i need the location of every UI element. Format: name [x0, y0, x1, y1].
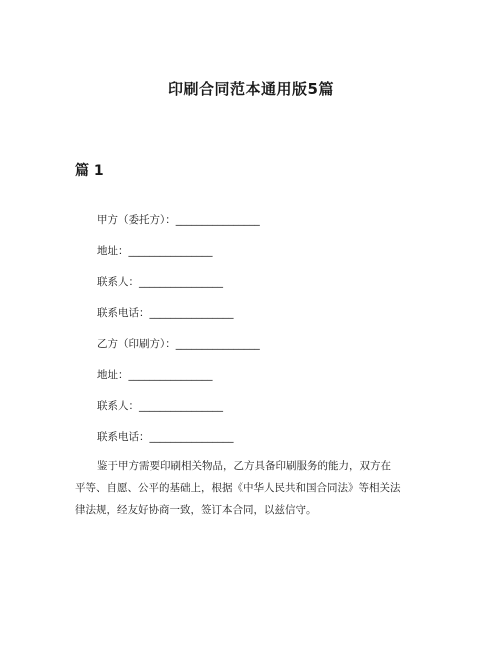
paragraph-line: 平等、自愿、公平的基础上，根据《中华人民共和国合同法》等相关法 — [75, 482, 401, 494]
paragraph-line: 律法规，经友好协商一致，签订本合同，以兹信守。 — [75, 504, 317, 516]
paragraph-line: 鉴于甲方需要印刷相关物品，乙方具备印刷服务的能力，双方在 — [97, 460, 391, 472]
section-heading: 篇 1 — [75, 163, 104, 179]
party-b-phone-field: 联系电话：________________ — [97, 431, 234, 443]
party-a-contact-field: 联系人：________________ — [97, 276, 223, 288]
party-a-phone-field: 联系电话：________________ — [97, 307, 234, 319]
preamble-paragraph — [75, 455, 435, 521]
party-b-contact-field: 联系人：________________ — [97, 400, 223, 412]
party-a-address-field: 地址：________________ — [97, 245, 213, 257]
document-title: 印刷合同范本通用版5篇 — [168, 80, 334, 98]
party-b-name-field: 乙方（印刷方）：________________ — [97, 338, 260, 350]
party-b-address-field: 地址：________________ — [97, 369, 213, 381]
party-a-name-field: 甲方（委托方）：________________ — [97, 214, 260, 226]
